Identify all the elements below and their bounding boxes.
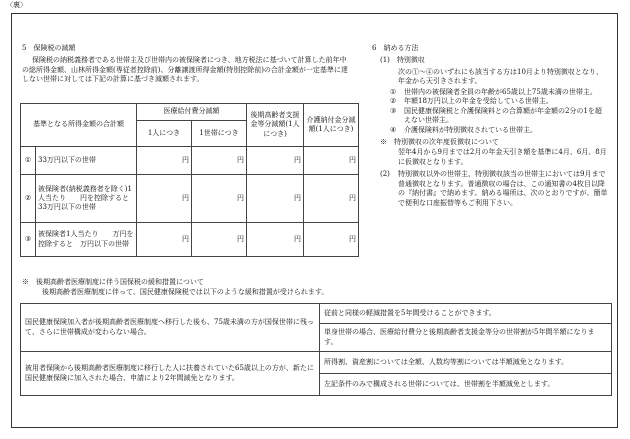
cell-value: 円 <box>304 175 359 223</box>
header-base-income: 基準となる所得金額の合計額 <box>21 104 137 147</box>
sub1-heading: (1) 特別徴収 <box>380 56 425 65</box>
relief-measure: 単身世帯の場合、医療給付費分と後期高齢者支援金等分の世帯割が5年間半額になります。 <box>320 324 612 352</box>
cell-value: 円 <box>192 147 247 175</box>
row-number: ① <box>21 147 36 175</box>
row-label: 被保険者1人当たり 万円を控除すると 万円以下の世帯 <box>36 223 137 257</box>
cell-value: 円 <box>247 175 304 223</box>
sub2-body: 特別徴収以外の世帯主、特別徴収該当の世帯主においては9月まで普通徴収となります。普通徴収の場合は、この通知書の4枚目以降の『納付書』で納めます。納める場所は、次のとおりですが、簡単で便利な口座振替等もご利用下さい。 <box>398 170 608 207</box>
section-5-body: 保険税の納税義務者である世帯主及び世帯内の被保険者につき、地方税法に基づいて計算した前年中の総所得金額、山林所得金額(専従者控除前)、分離譲渡所得金額(特別控除前)の合計金額が一定基準に達しない世帯に対しては下記の計算に基づき減額されます。 <box>22 56 348 84</box>
row-label: 被保険者(納税義務者を除く)1人当たり 円を控除すると33万円以下の世帯 <box>36 175 137 223</box>
cell-value: 円 <box>304 223 359 257</box>
relief-condition-1: 国民健康保険加入者が後期高齢者医療制度へ移行した後も、75歳未満の方が国保世帯に残って、さらに世帯構成が変わらない場合。 <box>21 304 320 352</box>
table-row <box>21 304 612 324</box>
section-5-heading: 5 保険税の減額 <box>22 44 76 52</box>
table-row <box>21 223 359 257</box>
item-text: 介護保険料が特別徴収されている世帯主。 <box>404 125 537 134</box>
cell-value: 円 <box>137 175 192 223</box>
relief-measure: 所得割、資産割については全額、人数均等割については半額減免となります。 <box>320 352 612 374</box>
list-item <box>390 126 608 135</box>
cell-value: 円 <box>137 223 192 257</box>
corner-label: 〈裏〉 <box>6 1 27 9</box>
sub2-heading: (2) <box>380 170 390 179</box>
relief-measure: 従前と同様の軽減措置を5年間受けることができます。 <box>320 304 612 324</box>
relief-heading-block <box>22 278 612 298</box>
note-heading: ※ 特別徴収の次年度仮徴収について <box>380 137 499 146</box>
header-elderly: 後期高齢者支援金等分減額(1人につき) <box>247 104 304 147</box>
table-row <box>21 147 359 175</box>
section-6-heading: 6 納める方法 <box>372 44 419 52</box>
note-body: 翌年4月から9月までは2月の年金天引き額を基準に4月、6月、8月に仮徴収となります。 <box>398 148 607 166</box>
item-text: 世帯内の被保険者全員の年齢が65歳以上75歳未満の世帯主。 <box>404 87 597 96</box>
reduction-table <box>20 103 359 257</box>
list-item <box>390 88 608 97</box>
cell-value: 円 <box>192 223 247 257</box>
relief-intro: 後期高齢者医療制度に伴って、国民健康保険税では以下のような緩和措置が受けられます。 <box>42 288 329 297</box>
header-medical: 医療給付費分減額 <box>137 104 247 121</box>
sub2 <box>372 170 608 208</box>
table-row <box>21 352 612 374</box>
item-number: ③ <box>390 106 397 115</box>
relief-heading: ※ 後期高齢者医療制度に伴う国保税の緩和措置について <box>22 278 204 286</box>
sub1-body: 次の①～④のいずれにも該当する方は10月より特別徴収となり、年金から天引きされます。 <box>398 67 603 86</box>
cell-value: 円 <box>247 223 304 257</box>
cell-value: 円 <box>304 147 359 175</box>
item-number: ① <box>390 87 397 96</box>
relief-condition-2: 被用者保険から後期高齢者医療制度に移行した人に扶養されていた65歳以上の方が、新たに国民健康保険に加入された場合、申請により2年間減免となります。 <box>21 352 320 396</box>
item-text: 国民健康保険税と介護保険料との合算額が年金額の2分の1を超えない世帯主。 <box>404 106 602 125</box>
table-row <box>21 175 359 223</box>
cell-value: 円 <box>137 147 192 175</box>
item-number: ④ <box>390 125 397 134</box>
item-number: ② <box>390 97 397 106</box>
relief-table <box>20 303 612 396</box>
list-item <box>390 97 608 106</box>
section-6 <box>372 44 608 208</box>
requirement-list <box>372 88 608 135</box>
header-care: 介護納付金分減額(1人につき) <box>304 104 359 147</box>
cell-value: 円 <box>192 175 247 223</box>
item-text: 年額18万円以上の年金を受給している世帯主。 <box>404 97 553 106</box>
row-number: ③ <box>21 223 36 257</box>
header-per-household: 1世帯につき <box>192 121 247 147</box>
list-item <box>390 107 608 126</box>
row-number: ② <box>21 175 36 223</box>
header-per-person: 1人につき <box>137 121 192 147</box>
row-label: 33万円以下の世帯 <box>36 147 137 175</box>
cell-value: 円 <box>247 147 304 175</box>
relief-measure: 左記条件のみで構成される世帯については、世帯割を半額減免とします。 <box>320 374 612 396</box>
section-5 <box>22 44 352 85</box>
